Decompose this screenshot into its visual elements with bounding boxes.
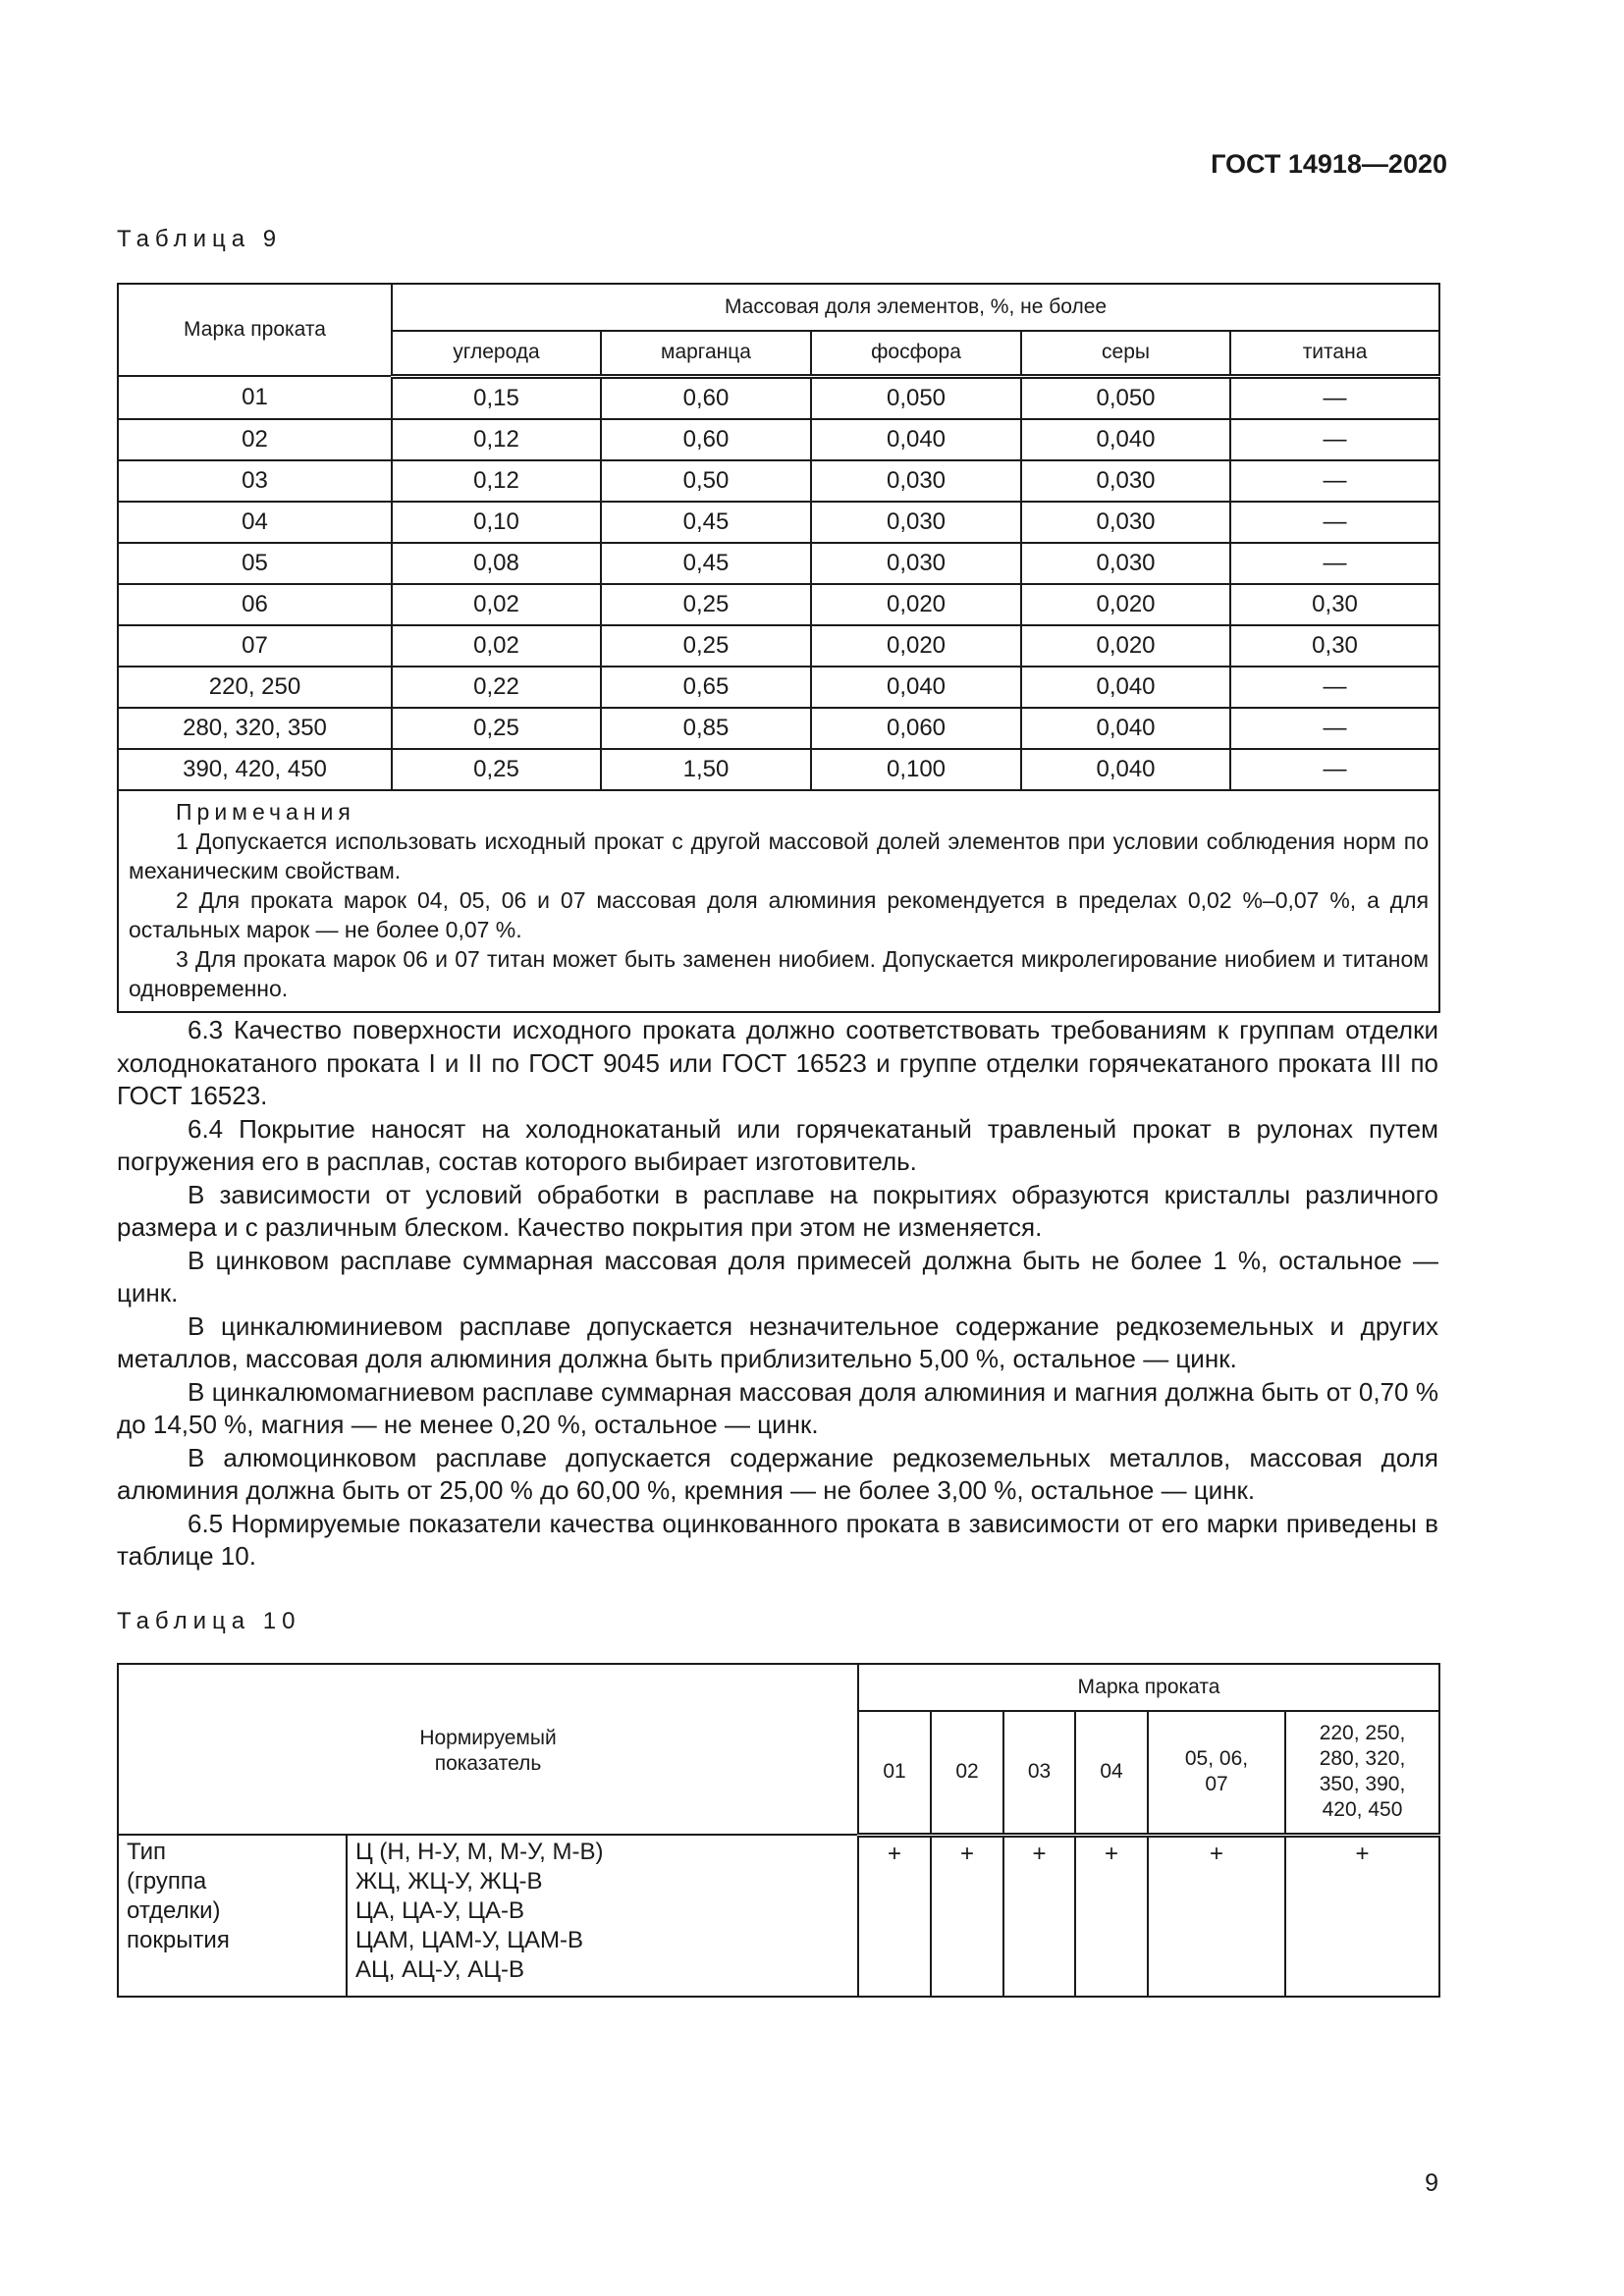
table-row xyxy=(118,460,1439,502)
table9-col-phosphorus: фосфора xyxy=(811,331,1021,376)
table-cell: 0,10 xyxy=(392,502,601,543)
coating-type: ЦАМ, ЦАМ-У, ЦАМ-В xyxy=(355,1927,583,1953)
coating-type: ЖЦ, ЖЦ-У, ЖЦ-В xyxy=(355,1868,543,1895)
table-cell: 0,040 xyxy=(1021,667,1230,708)
paragraph-6-4: 6.4 Покрытие наносят на холоднокатаный или горячекатаный травленый прокат в рулонах путем погружения его в расплав, состав которого выбирает изготовитель. xyxy=(117,1113,1438,1176)
table-cell: 0,15 xyxy=(392,376,601,419)
table-cell: 0,030 xyxy=(1021,460,1230,502)
table-cell: — xyxy=(1230,419,1439,460)
table-cell: 0,30 xyxy=(1230,584,1439,625)
table-cell: — xyxy=(1230,667,1439,708)
table-cell: 0,02 xyxy=(392,625,601,667)
note-3: 3 Для проката марок 06 и 07 титан может быть заменен ниобием. Допускается микролегирование ниобием и титаном одновременно. xyxy=(129,945,1430,1001)
paragraph: В алюмоцинковом расплаве допускается содержание редкоземельных металлов, массовая доля алюминия должна быть от 25,00 % до 60,00 %, кремния — не более 3,00 %, остальное — цинк. xyxy=(117,1442,1438,1505)
table9-col-titanium: титана xyxy=(1230,331,1439,376)
table-cell: + xyxy=(1285,1835,1439,1997)
table9-col-carbon: углерода xyxy=(392,331,601,376)
table10 xyxy=(117,1663,1440,1998)
table10-coating-types xyxy=(347,1835,858,1997)
table-cell: 0,08 xyxy=(392,543,601,584)
table-cell: 0,030 xyxy=(1021,502,1230,543)
table10-col-05-07 xyxy=(1148,1711,1285,1835)
table-row xyxy=(118,749,1439,790)
table-row xyxy=(118,543,1439,584)
table9-col-manganese: марганца xyxy=(601,331,811,376)
table10-col-02: 02 xyxy=(931,1711,1003,1835)
paragraph: В зависимости от условий обработки в расплаве на покрытиях образуются кристаллы различного размера и с различным блеском. Качество покрытия при этом не изменяется. xyxy=(117,1179,1438,1242)
table9-col-sulfur: серы xyxy=(1021,331,1230,376)
table-row xyxy=(118,667,1439,708)
table-cell: 0,040 xyxy=(1021,708,1230,749)
coating-type: ЦА, ЦА-У, ЦА-В xyxy=(355,1897,525,1924)
table-cell: 05 xyxy=(118,543,392,584)
table-cell: 0,020 xyxy=(811,625,1021,667)
table-cell: 07 xyxy=(118,625,392,667)
coating-type: Ц (Н, Н-У, М, М-У, М-В) xyxy=(355,1839,604,1865)
table-cell: — xyxy=(1230,708,1439,749)
table-cell: 0,50 xyxy=(601,460,811,502)
table-cell: + xyxy=(858,1835,931,1997)
table-cell: 0,020 xyxy=(811,584,1021,625)
table-cell: 06 xyxy=(118,584,392,625)
page-number: 9 xyxy=(1425,2169,1438,2197)
table-cell: — xyxy=(1230,376,1439,419)
body-text xyxy=(117,1014,1438,1574)
table-cell: 0,020 xyxy=(1021,625,1230,667)
paragraph-6-3: 6.3 Качество поверхности исходного проката должно соответствовать требованиям к группам отделки холоднокатаного проката I и II по ГОСТ 9045 или ГОСТ 16523 и группе отделки горячекатаного проката III по ГОСТ 16523. xyxy=(117,1015,1438,1110)
table-cell: 280, 320, 350 xyxy=(118,708,392,749)
table-cell: 0,040 xyxy=(1021,749,1230,790)
table-cell: 0,60 xyxy=(601,419,811,460)
note-2: 2 Для проката марок 04, 05, 06 и 07 массовая доля алюминия рекомендуется в пределах 0,02 %–0,07 %, а для остальных марок — не более 0,07 %. xyxy=(129,886,1430,942)
table-cell: 02 xyxy=(118,419,392,460)
table-row xyxy=(118,376,1439,419)
table-cell: 0,12 xyxy=(392,419,601,460)
table10-caption: Таблица 10 xyxy=(117,1608,301,1634)
table-cell: 0,030 xyxy=(811,543,1021,584)
table-cell: 0,12 xyxy=(392,460,601,502)
table-cell: + xyxy=(1148,1835,1285,1997)
table-cell: + xyxy=(931,1835,1003,1997)
table-cell: 01 xyxy=(118,376,392,419)
table-cell: 0,040 xyxy=(1021,419,1230,460)
table10-header-grade: Марка проката xyxy=(858,1664,1439,1711)
table10-header-indicator-text: Нормируемый показатель xyxy=(419,1727,557,1775)
table-cell: 0,25 xyxy=(392,749,601,790)
table-cell: 0,85 xyxy=(601,708,811,749)
table10-row-label xyxy=(118,1835,347,1997)
paragraph: В цинкалюмомагниевом расплаве суммарная массовая доля алюминия и магния должна быть от 0,70 % до 14,50 %, магния — не менее 0,20 %, остальное — цинк. xyxy=(117,1376,1438,1439)
table9-notes xyxy=(118,790,1439,1012)
table-cell: 0,020 xyxy=(1021,584,1230,625)
table-row xyxy=(118,502,1439,543)
table-cell: 0,22 xyxy=(392,667,601,708)
table-cell: — xyxy=(1230,502,1439,543)
table-cell: + xyxy=(1075,1835,1148,1997)
table9-caption: Таблица 9 xyxy=(117,226,283,252)
table-cell: — xyxy=(1230,749,1439,790)
table-cell: 0,040 xyxy=(811,667,1021,708)
table-cell: 0,050 xyxy=(811,376,1021,419)
note-1: 1 Допускается использовать исходный прокат с другой массовой долей элементов при условии соблюдения норм по механическим свойствам. xyxy=(129,828,1430,883)
table-cell: 1,50 xyxy=(601,749,811,790)
table-cell: 0,45 xyxy=(601,543,811,584)
table-cell: 0,25 xyxy=(601,584,811,625)
table10-row-label-text: Тип (группа отделки) покрытия xyxy=(127,1839,230,1953)
table9-header-group: Массовая доля элементов, %, не более xyxy=(392,284,1439,331)
table-cell: 0,65 xyxy=(601,667,811,708)
notes-title: Примечания xyxy=(176,798,355,825)
table10-header-indicator xyxy=(118,1664,858,1835)
table-cell: 0,060 xyxy=(811,708,1021,749)
table-cell: + xyxy=(1003,1835,1075,1997)
table-cell: — xyxy=(1230,543,1439,584)
table-cell: 0,02 xyxy=(392,584,601,625)
table10-col-01: 01 xyxy=(858,1711,931,1835)
table-cell: 0,030 xyxy=(811,460,1021,502)
table-row xyxy=(118,419,1439,460)
table-cell: 0,30 xyxy=(1230,625,1439,667)
paragraph: В цинковом расплаве суммарная массовая доля примесей должна быть не более 1 %, остальное — цинк. xyxy=(117,1245,1438,1308)
document-header: ГОСТ 14918—2020 xyxy=(1211,149,1447,179)
table9-notes-row xyxy=(118,790,1439,1012)
table10-col-220-450 xyxy=(1285,1711,1439,1835)
table-cell: 0,040 xyxy=(811,419,1021,460)
table-row xyxy=(118,708,1439,749)
table10-col-05-07-text: 05, 06, 07 xyxy=(1184,1747,1249,1796)
table-row xyxy=(118,625,1439,667)
table-cell: 0,100 xyxy=(811,749,1021,790)
table-cell: — xyxy=(1230,460,1439,502)
table10-col-04: 04 xyxy=(1075,1711,1148,1835)
table-cell: 0,030 xyxy=(811,502,1021,543)
table-cell: 03 xyxy=(118,460,392,502)
table-cell: 0,25 xyxy=(392,708,601,749)
table-cell: 390, 420, 450 xyxy=(118,749,392,790)
table-cell: 0,45 xyxy=(601,502,811,543)
table-cell: 0,25 xyxy=(601,625,811,667)
table-row xyxy=(118,584,1439,625)
coating-type: АЦ, АЦ-У, АЦ-В xyxy=(355,1956,525,1983)
table9-header-grade: Марка проката xyxy=(118,284,392,376)
paragraph-6-5: 6.5 Нормируемые показатели качества оцинкованного проката в зависимости от его марки приведены в таблице 10. xyxy=(117,1508,1438,1571)
table-cell: 0,60 xyxy=(601,376,811,419)
table-cell: 220, 250 xyxy=(118,667,392,708)
table-row xyxy=(118,1835,1439,1997)
table-cell: 0,030 xyxy=(1021,543,1230,584)
table-cell: 0,050 xyxy=(1021,376,1230,419)
table-cell: 04 xyxy=(118,502,392,543)
table9 xyxy=(117,283,1440,1013)
table10-col-220-450-text: 220, 250, 280, 320, 350, 390, 420, 450 xyxy=(1319,1722,1406,1822)
table10-col-03: 03 xyxy=(1003,1711,1075,1835)
paragraph: В цинкалюминиевом расплаве допускается незначительное содержание редкоземельных и других металлов, массовая доля алюминия должна быть приблизительно 5,00 %, остальное — цинк. xyxy=(117,1310,1438,1373)
